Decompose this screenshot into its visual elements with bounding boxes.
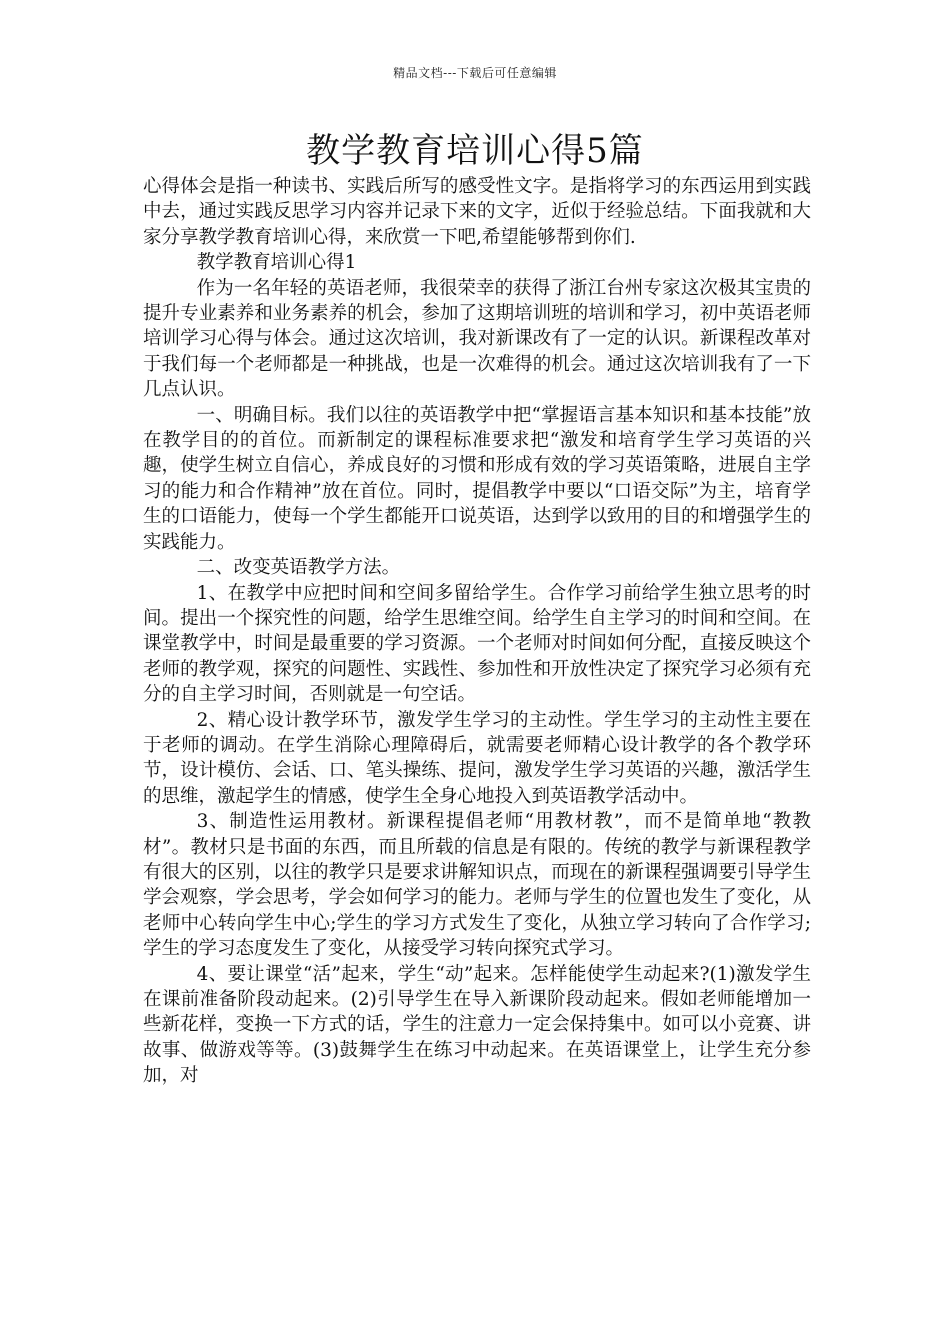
body-paragraph: 作为一名年轻的英语老师，我很荣幸的获得了浙江台州专家这次极其宝贵的提升专业素养和业务素养的机会，参加了这期培训班的培训和学习，初中英语老师培训学习心得与体会。通过这次培训，我对新课改有了一定的认识。新课程改革对于我们每一个老师都是一种挑战，也是一次难得的机会。通过这次培训我有了一下几点认识。: [143, 277, 811, 401]
document-title: 教学教育培训心得5篇: [306, 131, 644, 171]
page-header: 精品文档---下载后可任意编辑: [393, 66, 557, 80]
document-body: [143, 174, 811, 1089]
body-paragraph: 一、明确目标。我们以往的英语教学中把“掌握语言基本知识和基本技能”放在教学目的的首位。而新制定的课程标准要求把“激发和培育学生学习英语的兴趣，使学生树立自信心，养成良好的习惯和形成有效的学习英语策略，进展自主学习的能力和合作精神”放在首位。同时，提倡教学中要以“口语交际”为主，培育学生的口语能力，使每一个学生都能开口说英语，达到学以致用的目的和增强学生的实践能力。: [143, 404, 811, 553]
body-paragraph: 1、在教学中应把时间和空间多留给学生。合作学习前给学生独立思考的时间。提出一个探究性的问题，给学生思维空间。给学生自主学习的时间和空间。在课堂教学中，时间是最重要的学习资源。一个老师对时间如何分配，直接反映这个老师的教学观，探究的问题性、实践性、参加性和开放性决定了探究学习必须有充分的自主学习时间，否则就是一句空话。: [143, 582, 811, 706]
intro-paragraph: 心得体会是指一种读书、实践后所写的感受性文字。是指将学习的东西运用到实践中去，通过实践反思学习内容并记录下来的文字，近似于经验总结。下面我就和大家分享教学教育培训心得，来欣赏一下吧,希望能够帮到你们.: [143, 176, 811, 248]
section-heading: 教学教育培训心得1: [196, 252, 357, 274]
body-paragraph: 3、制造性运用教材。新课程提倡老师“用教材教”，而不是简单地“教教材”。教材只是书面的东西，而且所载的信息是有限的。传统的教学与新课程教学有很大的区别，以往的教学只是要求讲解知识点，而现在的新课程强调要引导学生学会观察，学会思考，学会如何学习的能力。老师与学生的位置也发生了变化，从老师中心转向学生中心;学生的学习方式发生了变化，从独立学习转向了合作学习;学生的学习态度发生了变化，从接受学习转向探究式学习。: [143, 811, 811, 960]
subsection-heading: 二、改变英语教学方法。: [196, 557, 401, 579]
body-paragraph: 4、要让课堂“活”起来，学生“动”起来。怎样能使学生动起来?(1)激发学生在课前准备阶段动起来。(2)引导学生在导入新课阶段动起来。假如老师能增加一些新花样，变换一下方式的话，学生的注意力一定会保持集中。如可以小竞赛、讲故事、做游戏等等。(3)鼓舞学生在练习中动起来。在英语课堂上，让学生充分参加，对: [143, 963, 811, 1087]
body-paragraph: 2、精心设计教学环节，激发学生学习的主动性。学生学习的主动性主要在于老师的调动。在学生消除心理障碍后，就需要老师精心设计教学的各个教学环节，设计模仿、会话、口、笔头操练、提问，激发学生学习英语的兴趣，激活学生的思维，激起学生的情感，使学生全身心地投入到英语教学活动中。: [143, 709, 811, 807]
